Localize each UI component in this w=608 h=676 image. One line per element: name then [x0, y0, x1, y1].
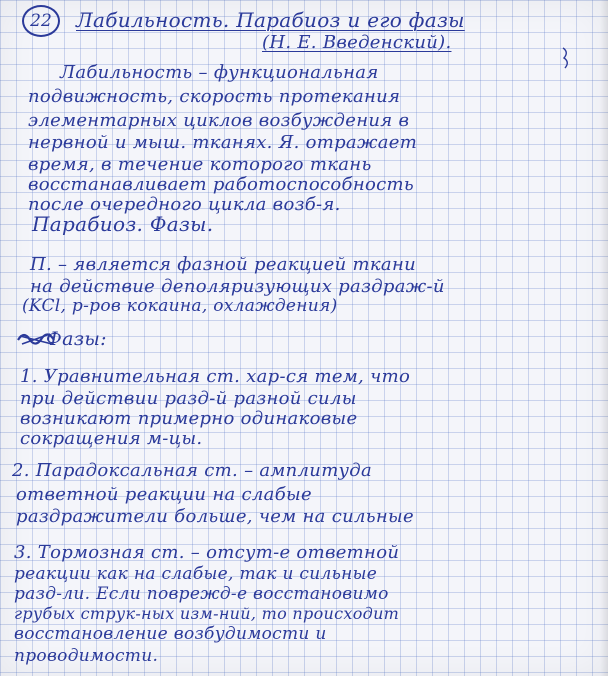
phase-line: при действии разд-й разной силы: [20, 388, 357, 409]
parabiosis-line: на действие деполяризующих раздраж-й: [30, 276, 445, 297]
phase-line: ответной реакции на слабые: [16, 484, 312, 505]
phase-line: проводимости.: [14, 646, 159, 666]
phase-line: грубых струк-ных изм-ний, то происходит: [14, 604, 400, 623]
definition-line: после очередного цикла возб-я.: [28, 194, 341, 215]
phase-line: раздражители больше, чем на сильные: [16, 506, 414, 527]
definition-line: элементарных циклов возбуждения в: [28, 110, 410, 131]
phase-line: реакции как на слабые, так и сильные: [14, 564, 378, 584]
definition-line: Лабильность – функциональная: [60, 62, 379, 83]
margin-squiggle-icon: [560, 44, 574, 84]
definition-line: восстанавливает работоспособность: [28, 174, 414, 195]
title-author: (Н. Е. Введенский).: [262, 32, 452, 53]
phase-line: восстановление возбудимости и: [14, 624, 327, 644]
parabiosis-line: (KCl, р-ров кокаина, охлаждения): [22, 296, 338, 316]
phase-line: 2. Парадоксальная ст. – амплитуда: [12, 460, 373, 481]
page-fold-shadow: [600, 0, 608, 676]
phase-line: 1. Уравнительная ст. хар-ся тем, что: [20, 366, 411, 387]
definition-line: подвижность, скорость протекания: [28, 86, 401, 107]
phase-line: возникают примерно одинаковые: [20, 408, 358, 429]
section-number: 22: [30, 11, 52, 31]
page-title: Лабильность. Парабиоз и его фазы: [76, 8, 465, 32]
parabiosis-line: П. – является фазной реакцией ткани: [30, 254, 416, 275]
definition-line: время, в течение которого ткань: [28, 154, 372, 175]
phases-heading: Фазы:: [46, 328, 107, 350]
phase-line: сокращения м-цы.: [20, 428, 203, 449]
definition-line: нервной и мыш. тканях. Я. отражает: [28, 132, 418, 153]
parabiosis-heading: Парабиоз. Фазы.: [32, 212, 214, 236]
phase-line: 3. Тормозная ст. – отсут-е ответной: [14, 542, 400, 563]
section-number-badge: [22, 5, 60, 37]
phase-line: разд-ли. Если поврежд-е восстановимо: [14, 584, 389, 604]
